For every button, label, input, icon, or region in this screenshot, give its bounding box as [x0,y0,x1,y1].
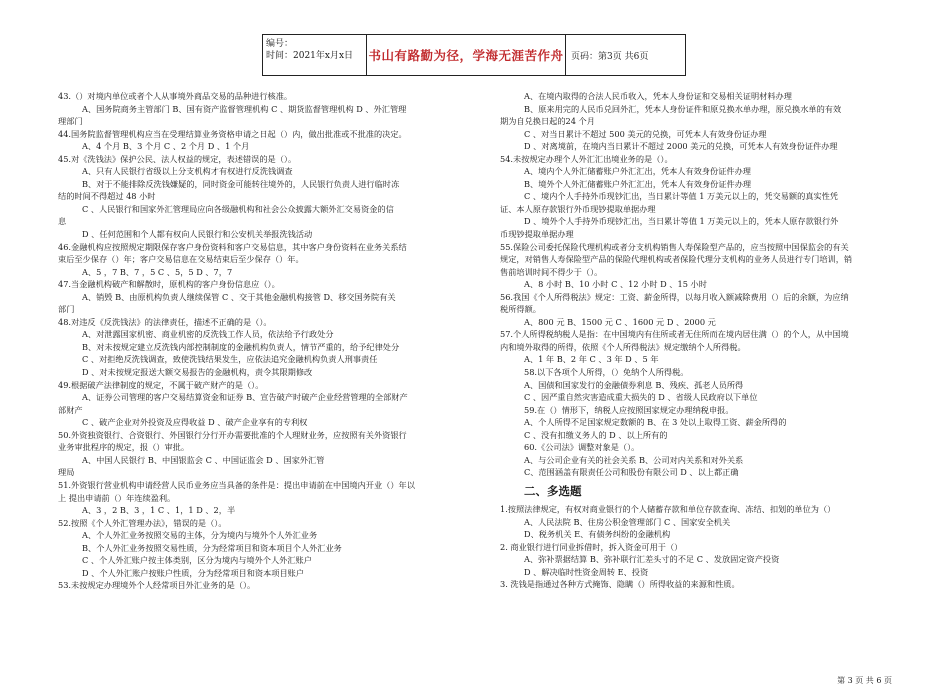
text-line: A、4 个月 B、3 个月 C 、2 个月 D 、1 个月 [82,141,250,152]
text-line: A、销毁 B、由原机构负责人继续保管 C 、交于其他金融机构接管 D、移交国务院有关 [82,291,396,302]
text-line: 2. 商业银行进行同业拆借时，拆入资金可用于（） [500,541,683,552]
text-line: 内和境外取得的所得，依照《个人所得税法》规定缴纳个人所得税。 [500,341,746,352]
text-line: 50.外资独资银行、合资银行、外国银行分行开办需要批准的个人理财业务，应按照有关外资银行 [58,429,407,440]
text-line: D 、解决临时性资金周转 E、投资 [524,566,649,577]
text-line: 49.根据破产法律制度的规定，不属于破产财产的是（）。 [58,379,264,390]
text-line: 规定，对销售人寿保险型产品的保险代理机构或者保险代理分支机构的业务人员进行专门培训，销 [500,254,853,265]
text-line: 期为自兑换日起的24 个月 [500,116,595,127]
text-line: 息 [58,216,67,227]
text-line: A、只有人民银行省级以上分支机构才有权进行反洗钱调查 [82,166,293,177]
text-line: 币现钞提取单据办理 [500,229,574,240]
text-line: D 、对未按规定报送大额交易报告的金融机构，责令其限期修改 [82,367,313,378]
text-line: 上 提出申请前（）年连续盈利。 [58,492,176,503]
text-line: A、人民法院 B、住房公积金管理部门 C 、国家安全机关 [524,516,731,527]
text-line: 52.按照《个人外汇管理办法》，错误的是（）。 [58,517,227,528]
text-line: 53.未按规定办理境外个人经常项目外汇业务的是（）。 [58,580,256,591]
text-line: 54.未按规定办理个人外汇汇出境业务的是（）。 [500,153,673,164]
text-line: D 、任何范围和个人都有权向人民银行和公安机关举报洗钱活动 [82,229,313,240]
motto: 书山有路勤为径，学海无涯苦作舟 [367,35,566,75]
text-line: 47.当金融机构破产和解散时，原机构的客户身份信息应（）。 [58,279,280,290]
text-line: B、个人外汇业务按照交易性质，分为经常项目和资本项目个人外汇业务 [82,542,342,553]
text-line: A、5 ，7 B、7 ，5 C 、5，5 D 、7，7 [82,266,233,277]
text-line: 理部门 [58,116,83,127]
text-line: A、800 元 B、1500 元 C 、1600 元 D 、2000 元 [524,316,716,327]
text-line: A、个人所得不足国家规定数额的 B、在 3 处以上取得工资、薪金所得的 [524,417,787,428]
text-line: 46.金融机构应按照规定期限保存客户身份资料和客户交易信息，其中客户身份资料在业务关系结 [58,241,407,252]
text-line: 56.我国《个人所得税法》规定：工资、薪金所得，以每月收入额减除费用（）后的余额，为应纳 [500,291,849,302]
right-column [500,90,895,591]
text-line: 部财产 [58,404,83,415]
text-line: C 、对当日累计不超过 500 美元的兑换，可凭本人有效身份证办理 [524,128,767,139]
text-line: A、国债和国家发行的金融债券利息 B、残疾、孤老人员所得 [524,379,744,390]
text-line: 44.国务院监督管理机构应当在受理结算业务资格申请之日起（）内，做出批准或不批准的决定。 [58,128,407,139]
text-line: C 、对拒绝反洗钱调查，致使洗钱结果发生，应依法追究金融机构负责人刑事责任 [82,354,378,365]
text-line: C 、破产企业对外投资及应得收益 D 、破产企业享有的专利权 [82,417,308,428]
text-line: 51.外资银行营业机构申请经营人民币业务应当具备的条件是：提出申请前在中国境内开业（）年以 [58,479,415,490]
text-line: B、对未按规定建立反洗钱内部控制制度的金融机构负责人，情节严重的，给予纪律处分 [82,341,400,352]
text-line: B、境外个人外汇储蓄账户外汇汇出，凭本人有效身份证件办理 [524,178,752,189]
text-line: 证、本人原存款银行外币现钞提取单据办理 [500,203,656,214]
text-line: 3. 洗钱是指通过各种方式掩饰、隐瞒（）所得收益的来源和性质。 [500,579,740,590]
text-line: 59.在（）情形下，纳税人应按照国家规定办理纳税申报。 [524,404,734,415]
text-line: 部门 [58,304,75,315]
page-header [262,34,686,76]
text-line: B、对于不能排除反洗钱嫌疑的，同时资金可能转往境外的，人民银行负责人进行临时冻 [82,178,400,189]
text-line: 57.个人所得税纳税人是指：在中国境内有住所或者无住所而在境内居住满（）的个人，从中国境 [500,329,849,340]
text-line: A、对泄露国家机密、商业机密的反洗钱工作人员，依法给予行政处分 [82,329,334,340]
text-line: 理局 [58,467,75,478]
text-line: A、1 年 B、2 年 C 、3 年 D 、5 年 [524,354,659,365]
text-line: 58.以下各项个人所得，（）免纳个人所得税。 [524,367,689,378]
code-label: 编号： [266,39,294,49]
multiple-choice-section [500,503,895,591]
text-line: A、弥补票据结算 B、弥补联行汇差头寸的不足 C 、发放固定资产投资 [524,554,780,565]
text-line: A、个人外汇业务按照交易的主体，分为境内与境外个人外汇业务 [82,530,318,541]
text-line: 60.《公司法》调整对象是（）。 [524,442,640,453]
text-line: B、原来用完的人民币兑回外汇，凭本人身份证件和原兑换水单办理，原兑换水单的有效 [524,103,842,114]
text-line: C 、人民银行和国家外汇管理局应向各级融机构和社会公众披露大额外汇交易资金的信 [82,203,394,214]
text-line: C 、个人外汇账户按主体类别，区分为境内与境外个人外汇账户 [82,555,312,566]
text-line: 税所得额。 [500,304,541,315]
text-line: 55.保险公司委托保险代理机构或者分支机构销售人寿保险型产品的，应当按照中国保监会的有关 [500,241,849,252]
section-title: 二、多选题 [524,483,582,498]
text-line: A、在境内取得的合法人民币收入，凭本人身份证和交易相关证明材料办理 [524,91,792,101]
text-line: 43.（）对境内单位或者个人从事境外商品交易的品种进行核准。 [58,91,293,101]
text-line: 1.按照法律规定，有权对商业银行的个人储蓄存款和单位存款查询、冻结、扣划的单位为（） [500,503,836,514]
page-footer: 第 3 页 共 6 页 [837,676,892,685]
text-line: D 、对离境前，在境内当日累计不超过 2000 美元的兑换，可凭本人有效身份证件办理 [524,141,838,152]
text-line: 束后至少保存（）年；客户交易信息在交易结束后至少保存（）年。 [58,254,304,265]
text-line: A、证券公司管理的客户交易结算资金和证券 B、宣告破产时破产企业经营管理的全部财产 [82,392,408,403]
text-line: 结的时间不得超过 48 小时 [58,191,156,202]
text-line: C 、因严重自然灾害造成重大损失的 D 、省级人民政府以下单位 [524,392,758,403]
text-line: D 、境外个人手持外币现钞汇出，当日累计等值 1 万美元以上的，凭本人原存款银行外 [524,216,839,227]
text-line: A、3 ，2 B、3 ，1 C 、1，1 D 、2，半 [82,505,236,516]
left-column [58,90,468,592]
text-line: A、国务院商务主管部门 B、国有资产监督管理机构 C 、期货监督管理机构 D 、外汇管理 [82,103,407,114]
text-line: 售前培训时间不得少于（）。 [500,266,603,277]
text-line: A、中国人民银行 B、中国银监会 C 、中国证监会 D 、国家外汇管 [82,454,325,465]
time-label: 时间：2021年x月x日 [266,51,354,61]
text-line: A、境内个人外汇储蓄账户外汇汇出，凭本人有效身份证件办理 [524,166,751,177]
text-line: A、与公司企业有关的社会关系 B、公司对内关系和对外关系 [524,454,744,465]
text-line: A、8 小时 B、10 小时 C 、12 小时 D 、15 小时 [524,279,707,290]
text-line: 48.对违反《反洗钱法》的法律责任，描述不正确的是（）。 [58,316,272,327]
text-line: D、税务机关 E、有债务纠纷的金融机构 [524,529,671,540]
text-line: C 、没有扣缴义务人的 D 、以上所有的 [524,429,668,440]
text-line: D 、个人外汇账户按账户性质，分为经常项目和资本项目账户 [82,567,305,578]
text-line: 业务审批程序的规定，报（）审批。 [58,442,190,453]
single-choice-continued [500,90,895,479]
text-line: C 、境内个人手持外币现钞汇出，当日累计等值 1 万美元以上的，凭交易额的真实性凭 [524,191,839,202]
page-info: 页码：第3页 共6页 [571,51,649,62]
text-line: 45.对《洗钱法》保护公民、法人权益的规定，表述错误的是（）。 [58,153,297,164]
text-line: C、范围涵盖有限责任公司和股份有限公司 D 、以上都正确 [524,467,739,478]
header-meta [263,35,367,75]
